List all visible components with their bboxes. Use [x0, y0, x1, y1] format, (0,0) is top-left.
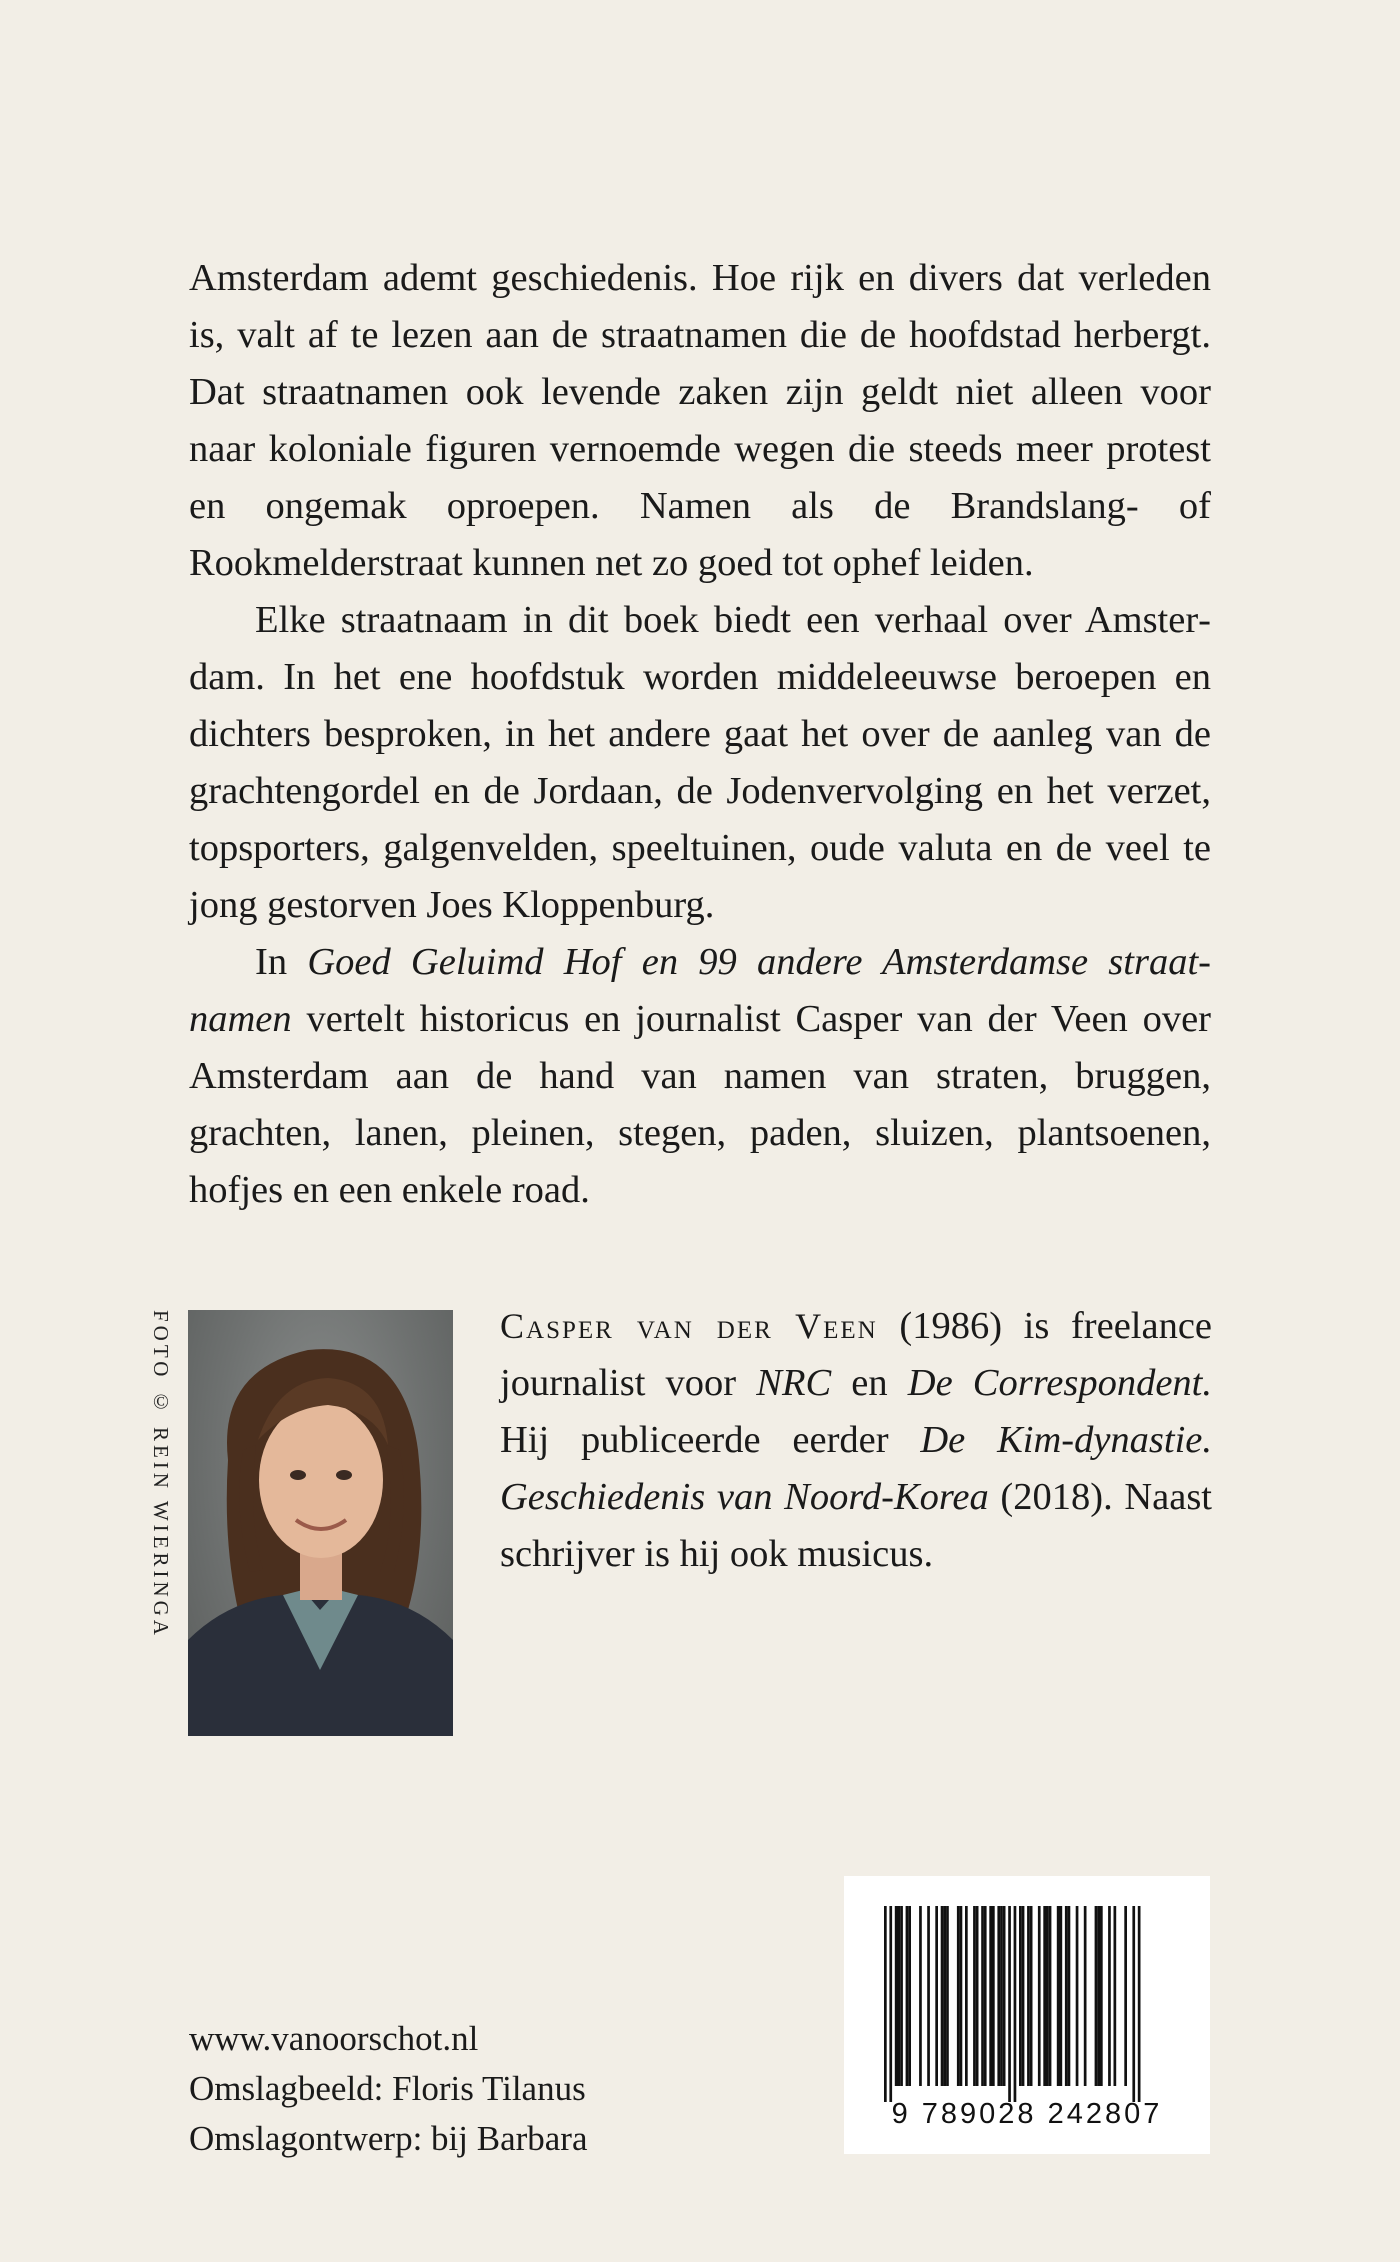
- publisher-website: www.vanoorschot.nl: [189, 2019, 479, 2058]
- bio-correspondent: De Correspondent.: [907, 1362, 1213, 1404]
- barcode-bar: [1049, 1906, 1052, 2086]
- barcode-bar: [1046, 1906, 1049, 2086]
- barcode-bar: [1138, 1906, 1141, 2102]
- barcode-bar: [1097, 1906, 1100, 2086]
- blurb-text: [189, 250, 1211, 1219]
- author-portrait-graphic: [188, 1310, 453, 1736]
- barcode-bar: [957, 1906, 960, 2086]
- bio-text-2: en: [831, 1362, 908, 1404]
- author-name: Casper van der Veen: [500, 1306, 878, 1346]
- barcode-bars: [844, 1876, 1210, 2106]
- barcode-bar: [992, 1906, 995, 2086]
- barcode-bar: [941, 1906, 944, 2086]
- barcode-bar: [1057, 1906, 1060, 2086]
- bio-text-3: Hij publiceerde eerder: [500, 1419, 921, 1461]
- barcode-bar: [1027, 1906, 1030, 2086]
- barcode-bar: [943, 1906, 946, 2086]
- isbn-barcode: [844, 1876, 1210, 2154]
- bio-text-1: (1986) is freelance journalist voor: [500, 1305, 1212, 1404]
- barcode-bar: [965, 1906, 968, 2086]
- barcode-bar: [946, 1906, 949, 2086]
- barcode-bar: [1060, 1906, 1063, 2086]
- bio-text-4: (2018). Naast schrijver is hij ook musicus.: [500, 1476, 1212, 1575]
- barcode-bar: [989, 1906, 992, 2086]
- barcode-bar: [895, 1906, 898, 2086]
- colophon: [189, 2014, 588, 2164]
- barcode-bar: [1000, 1906, 1003, 2086]
- author-bio: [500, 1298, 1212, 1583]
- author-photo: [188, 1310, 453, 1736]
- barcode-bar: [1132, 1906, 1135, 2102]
- barcode-bar: [981, 1906, 984, 2086]
- book-title: Goed Geluimd Hof en 99 andere Amsterdamse straatnamen: [189, 941, 1211, 1040]
- barcode-bar: [919, 1906, 922, 2086]
- barcode-bar: [889, 1906, 892, 2102]
- barcode-bar: [1030, 1906, 1033, 2086]
- bio-book-title: De Kim-dynastie. Geschiedenis van Noord-Korea: [500, 1419, 1212, 1518]
- photo-credit: FOTO © REIN WIERINGA: [149, 1310, 173, 1639]
- barcode-bar: [884, 1906, 887, 2102]
- barcode-bar: [1008, 1906, 1011, 2102]
- blurb-p3-post: vertelt historicus en journalist Casper van der Veen over Amsterdam aan de hand van namen van straten, bruggen, grachten, lanen, pleinen, stegen, paden, sluizen, plantsoenen, hofjes en een enkele road.: [189, 998, 1211, 1211]
- barcode-bar: [900, 1906, 903, 2086]
- isbn-digits: 9 789028 242807: [891, 2098, 1163, 2130]
- blurb-paragraph-1: Amsterdam ademt geschiedenis. Hoe rijk en divers dat verleden is, valt af te lezen aan de straatnamen die de hoofdstad herbergt. Dat straatnamen ook levende zaken zijn geldt niet alleen voor naar koloniale figuren vernoemde wegen die steeds meer protest en ongemak oproepen. Namen als de Brandslang- of Rookmelderstraat kunnen net zo goed tot ophef leiden.: [189, 257, 1211, 584]
- barcode-bar: [935, 1906, 938, 2086]
- barcode-bar: [1003, 1906, 1006, 2086]
- barcode-bar: [984, 1906, 987, 2086]
- barcode-bar: [1065, 1906, 1068, 2086]
- barcode-bar: [1022, 1906, 1025, 2086]
- barcode-bar: [1038, 1906, 1041, 2086]
- barcode-bar: [997, 1906, 1000, 2086]
- barcode-bar: [1068, 1906, 1071, 2086]
- barcode-bar: [1114, 1906, 1117, 2086]
- barcode-bar: [1108, 1906, 1111, 2086]
- barcode-bar: [1014, 1906, 1017, 2102]
- barcode-bar: [898, 1906, 901, 2086]
- cover-image-credit: Omslagbeeld: Floris Tilanus: [189, 2069, 586, 2108]
- barcode-bar: [1043, 1906, 1046, 2086]
- barcode-bar: [1019, 1906, 1022, 2086]
- barcode-bar: [1076, 1906, 1079, 2086]
- barcode-bar: [1124, 1906, 1127, 2086]
- barcode-bar: [927, 1906, 930, 2086]
- barcode-bar: [1100, 1906, 1103, 2086]
- cover-design-credit: Omslagontwerp: bij Barbara: [189, 2119, 588, 2158]
- barcode-bar: [973, 1906, 976, 2086]
- barcode-bar: [976, 1906, 979, 2086]
- bio-nrc: NRC: [756, 1362, 832, 1404]
- barcode-bar: [960, 1906, 963, 2086]
- blurb-paragraph-2: Elke straatnaam in dit boek biedt een verhaal over Amsterdam. In het ene hoofdstuk worden middeleeuwse beroepen en dichters besproken, in het andere gaat het over de aanleg van de grachtengordel en de Jordaan, de Jodenvervolging en het verzet, topsporters, galgenvelden, speeltuinen, oude valuta en de veel te jong gestorven Joes Kloppenburg.: [189, 599, 1211, 926]
- barcode-bar: [908, 1906, 911, 2086]
- blurb-p3-pre: In: [255, 941, 308, 983]
- blurb-paragraph-3: [189, 934, 1211, 1219]
- barcode-bar: [906, 1906, 909, 2086]
- barcode-bar: [1095, 1906, 1098, 2086]
- barcode-bar: [1084, 1906, 1087, 2086]
